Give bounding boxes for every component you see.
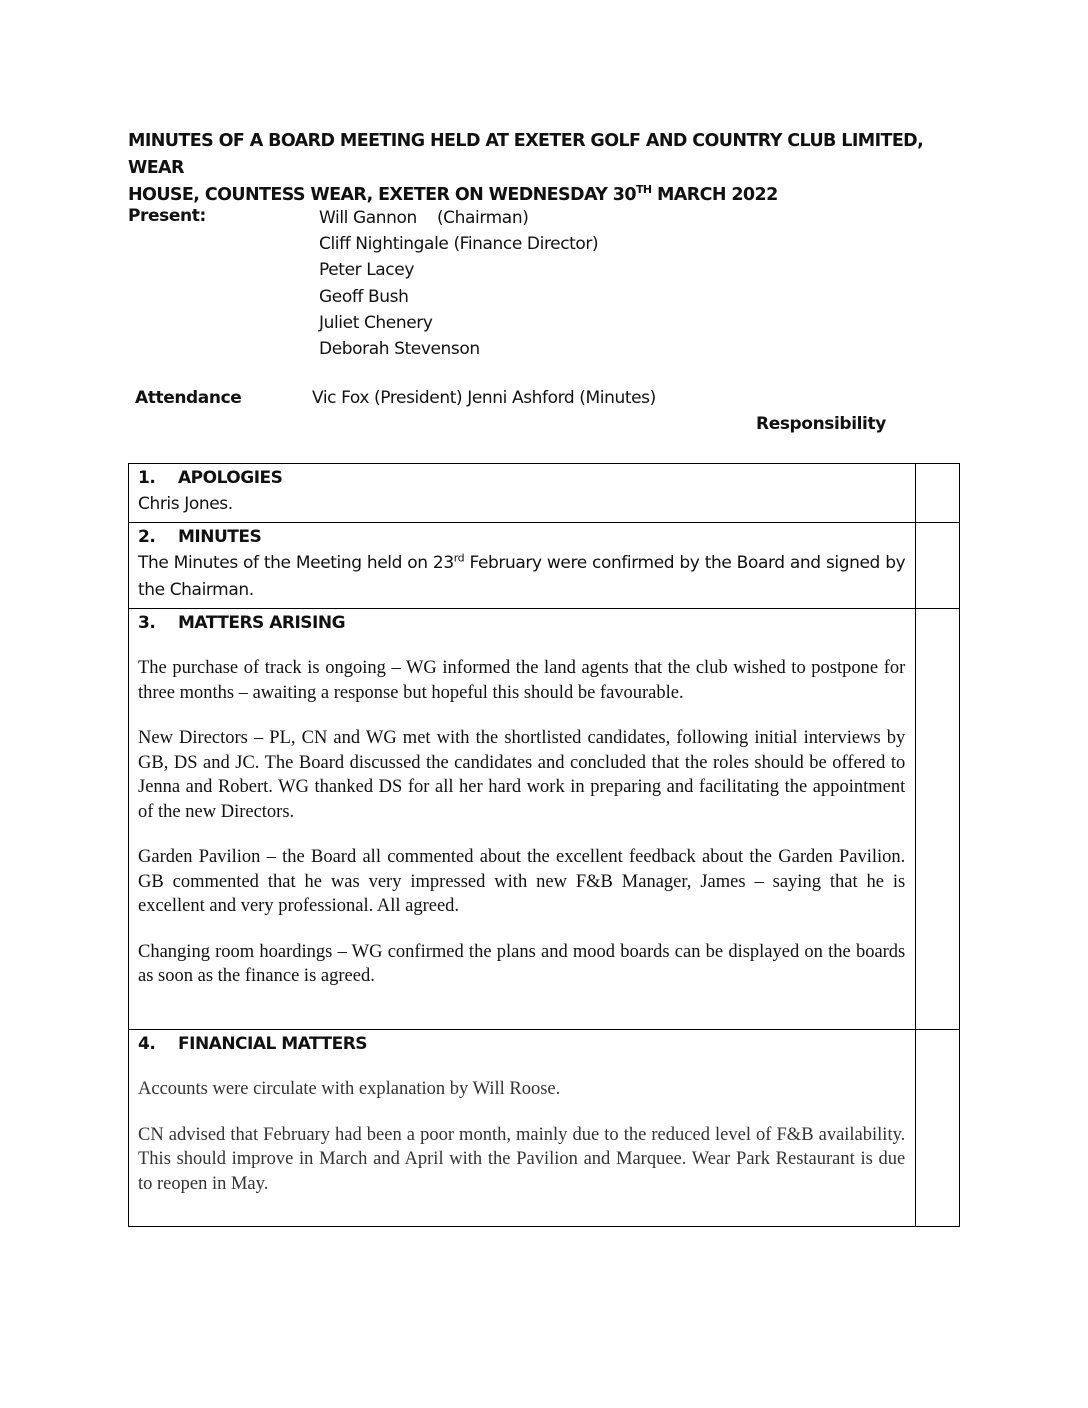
table-row [129, 609, 960, 1030]
paragraph: New Directors – PL, CN and WG met with the shortlisted candidates, following initial interviews by GB, DS and JC. The Board discussed the candidates and concluded that the roles should be offered to Jenna and Robert. WG thanked DS for all her hard work in preparing and facilitating the appointment of the new Directors. [138, 728, 906, 822]
present-person: Will Gannon (Chairman) [319, 208, 529, 228]
section-title: MATTERS ARISING [178, 613, 346, 633]
paragraph: Changing room hoardings – WG confirmed the plans and mood boards can be displayed on the boards as soon as the finance is agreed. [138, 941, 906, 986]
section-number: 4. [138, 1034, 156, 1054]
table-row [129, 464, 960, 523]
responsibility-cell [916, 523, 960, 609]
section-apologies [129, 464, 916, 523]
present-person: Peter Lacey [319, 260, 414, 281]
document-title [128, 128, 968, 209]
responsibility-cell [916, 609, 960, 1030]
section-title: MINUTES [178, 527, 262, 547]
section-title: APOLOGIES [178, 468, 283, 488]
section-number: 2. [138, 527, 156, 547]
present-person: Cliff Nightingale (Finance Director) [319, 234, 599, 255]
section-number: 3. [138, 613, 156, 633]
section-heading [138, 525, 905, 550]
section-heading [138, 611, 905, 636]
present-label: Present: [128, 206, 206, 226]
responsibility-header: Responsibility [756, 414, 886, 434]
section-heading [138, 1032, 905, 1057]
responsibility-cell [916, 464, 960, 523]
minutes-text [138, 550, 905, 604]
title-line-1: MINUTES OF A BOARD MEETING HELD AT EXETER GOLF AND COUNTRY CLUB LIMITED, WEAR [128, 131, 924, 178]
section-financial-matters [129, 1030, 916, 1227]
section-heading [138, 466, 905, 491]
responsibility-cell [916, 1030, 960, 1227]
paragraph: CN advised that February had been a poor month, mainly due to the reduced level of F&B availability. This should improve in March and April with the Pavilion and Marquee. Wear Park Restaurant is due to reopen in May. [138, 1124, 906, 1194]
attendance-label: Attendance [135, 388, 242, 408]
minutes-ordinal-suffix: rd [453, 551, 465, 565]
paragraph: Garden Pavilion – the Board all commented about the excellent feedback about the Garden Pavilion. GB commented that he was very impressed with new F&B Manager, James – saying that he is excellent and very professional. All agreed. [138, 847, 906, 916]
table-row [129, 523, 960, 609]
section-matters-arising [129, 609, 916, 1030]
minutes-text-end: February were confirmed by the Board and signed by the Chairman. [138, 553, 906, 600]
title-line-2-text: HOUSE, COUNTESS WEAR, EXETER ON WEDNESDAY 30 [128, 185, 636, 205]
table-row [129, 1030, 960, 1227]
minutes-text-start: The Minutes of the Meeting held on 23 [138, 553, 454, 573]
minutes-table [128, 463, 960, 1227]
section-number: 1. [138, 468, 156, 488]
title-ordinal-suffix: TH [635, 183, 652, 197]
present-person: Deborah Stevenson [319, 339, 480, 360]
present-person: Geoff Bush [319, 286, 409, 307]
present-person: Juliet Chenery [319, 312, 433, 333]
paragraph: The purchase of track is ongoing – WG informed the land agents that the club wished to postpone for three months – awaiting a response but hopeful this should be favourable. [138, 658, 906, 703]
paragraph: Accounts were circulate with explanation by Will Roose. [138, 1079, 561, 1099]
section-title: FINANCIAL MATTERS [178, 1034, 368, 1054]
apologies-text: Chris Jones. [138, 494, 233, 514]
section-minutes [129, 523, 916, 609]
attendance-text: Vic Fox (President) Jenni Ashford (Minutes) [312, 388, 656, 408]
title-line-2-date: MARCH 2022 [651, 185, 778, 205]
present-list [319, 205, 598, 362]
